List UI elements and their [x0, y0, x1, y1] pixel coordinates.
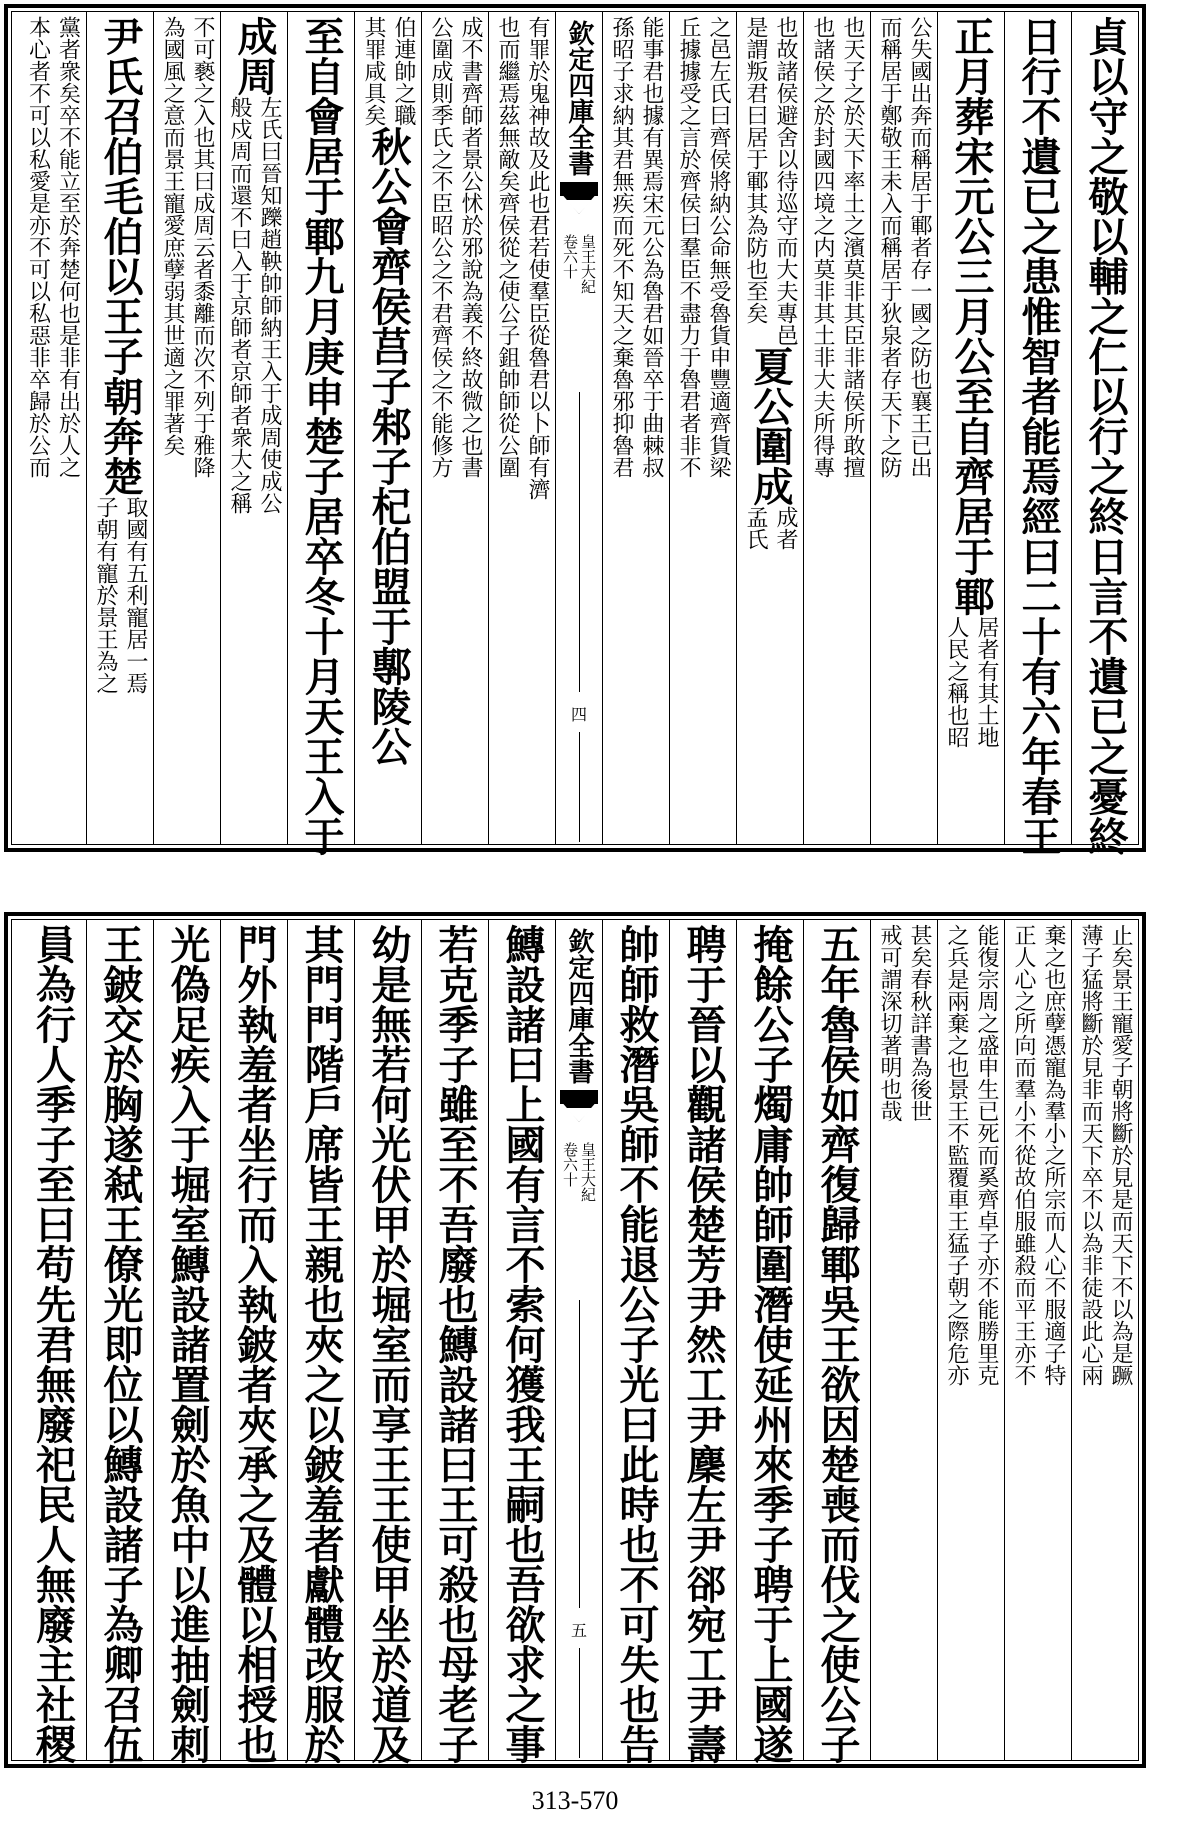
annotation-pair: [492, 16, 552, 500]
text-column: [287, 920, 354, 1764]
column-content: [737, 12, 803, 844]
text-column: [803, 12, 870, 844]
page-reference: 313-570: [531, 1786, 619, 1815]
annotation-line-left: 其罪咸具矣: [361, 16, 386, 126]
annotation-pair: [606, 16, 666, 478]
book-title: 欽定四庫全書: [564, 928, 594, 1084]
text-column: [421, 920, 488, 1764]
chapter-volume: 卷六十: [561, 1142, 579, 1187]
column-content: [871, 920, 937, 1760]
annotation-line-right: 黨者衆矣卒不能立至於奔楚何也是非有出於人之: [55, 16, 81, 478]
text-column: [488, 12, 555, 844]
text-column: [602, 12, 669, 844]
text-column: [220, 920, 287, 1764]
main-text: 聘于晉以觀諸侯楚芳尹然工尹麇左尹郤宛工尹壽: [680, 924, 727, 1764]
text-column: [1071, 12, 1138, 856]
annotation-line-left: 丘據據受之言於齊侯曰羣臣不盡力于魯君者非不: [676, 16, 701, 478]
text-column: [1004, 920, 1071, 1760]
annotation-pair: [90, 496, 150, 694]
center-spine: [555, 920, 602, 1760]
annotation-line-right: 伯連帥之職: [391, 16, 416, 126]
column-content: [1072, 920, 1138, 1760]
annotation-line-left: 公圍成則季氏之不臣昭公之不君齊侯之不能修方: [428, 16, 453, 478]
column-content: [355, 12, 421, 844]
text-column: [153, 12, 220, 844]
text-column: [736, 12, 803, 844]
annotation-line-left: 而稱居于鄭敬王未入而稱居于狄泉者存天下之防: [877, 16, 902, 478]
text-column: [602, 920, 669, 1764]
column-content: [1072, 12, 1138, 856]
annotation-pair: [740, 16, 800, 346]
chapter-label: [562, 1142, 596, 1202]
text-columns: [12, 920, 1138, 1764]
annotation-pair: [673, 16, 733, 478]
annotation-line-right: 之邑左氏曰齊侯將納公命無受魯貨申豐適齊貨梁: [706, 16, 731, 478]
column-content: [871, 12, 937, 844]
annotation-pair: [1008, 924, 1068, 1386]
chapter-label: [562, 234, 596, 294]
annotation-pair: [874, 16, 934, 478]
main-text: 王鈹交於胸遂弒王僚光即位以鱄設諸子為卿召伍: [97, 924, 144, 1764]
annotation-line-right: 取國有五利寵居一焉: [123, 496, 148, 694]
text-column: [1071, 920, 1138, 1760]
annotation-line-right: 成不書齊師者景公怵於邪說為義不終故微之也書: [458, 16, 483, 478]
chapter-volume: 卷六十: [561, 234, 579, 279]
text-column: [669, 12, 736, 844]
annotation-line-left: 為國風之意而景王寵愛庶孽弱其世適之罪著矣: [160, 16, 185, 456]
annotation-line-left: 是謂叛君曰居于鄆其為防也至矣: [743, 16, 768, 324]
annotation-line-right: 甚矣春秋詳書為後世: [907, 924, 932, 1122]
column-content: [804, 920, 870, 1764]
text-column: [19, 12, 86, 844]
text-column: [1004, 12, 1071, 856]
main-text: 其門門階戶席皆王親也夾之以鈹羞者獻體改服於: [298, 924, 345, 1764]
text-column: [421, 12, 488, 844]
text-column: [488, 920, 555, 1764]
column-content: [288, 12, 354, 856]
column-content: [154, 920, 220, 1764]
column-content: [737, 920, 803, 1764]
text-column: [354, 12, 421, 844]
column-content: [422, 920, 488, 1764]
column-content: [489, 920, 555, 1764]
annotation-line-left: 般戍周而還不曰入于京師者京師者衆大之稱: [227, 96, 252, 514]
annotation-line-left: 人民之稱也昭: [944, 616, 969, 748]
page-number: 四: [570, 705, 587, 724]
annotation-line-right: 有罪於鬼神故及此也君若使羣臣從魯君以卜師有濟: [525, 16, 550, 500]
annotation-line-left: 孟氏: [743, 506, 768, 550]
annotation-line-right: 居者有其土地: [974, 616, 999, 748]
column-content: [19, 920, 86, 1764]
column-content: [489, 12, 555, 844]
main-text: 掩餘公子燭庸帥師圍潛使延州來季子聘于上國遂: [747, 924, 794, 1764]
annotation-line-right: 能事君也據有異焉宋元公為魯君如晉卒于曲棘叔: [639, 16, 664, 478]
text-column: [354, 920, 421, 1764]
main-text: 正月葬宋元公三月公至自齊居于鄆: [948, 16, 995, 616]
main-text: 帥師救潛吳師不能退公子光曰此時也不可失也告: [613, 924, 660, 1764]
chapter-name: 皇王大紀: [579, 1142, 597, 1202]
column-content: [19, 12, 86, 844]
fish-tail-mark: [560, 1090, 598, 1130]
column-content: [154, 12, 220, 844]
column-content: [603, 12, 669, 844]
main-text: 幼是無若何光伏甲於堀室而享王王使甲坐於道及: [365, 924, 412, 1764]
text-column: [669, 920, 736, 1764]
annotation-pair: [358, 16, 418, 126]
annotation-line-right: 不可褻之入也其曰成周云者黍離而次不列于雅降: [190, 16, 215, 478]
spine-rule: [579, 1648, 580, 1758]
annotation-pair: [807, 16, 867, 478]
annotation-pair: [740, 506, 800, 550]
main-text: 貞以守之敬以輔之仁以行之終日言不遺已之憂終: [1082, 16, 1129, 856]
annotation-pair: [224, 96, 284, 514]
fish-tail-mark: [560, 182, 598, 222]
text-column: [86, 920, 153, 1764]
column-content: [221, 920, 287, 1764]
text-column: [870, 920, 937, 1760]
annotation-line-left: 孫昭子求納其君無疾而死不知天之棄魯邪抑魯君: [609, 16, 634, 478]
fish-tail-notch: [566, 1108, 592, 1122]
main-text: 員為行人季子至曰苟先君無廢祀民人無廢主社稷: [29, 924, 77, 1764]
spine-rule: [579, 1300, 580, 1608]
chapter-name: 皇王大紀: [579, 234, 597, 294]
column-content: [288, 920, 354, 1764]
text-column: [153, 920, 220, 1764]
spine-rule: [579, 392, 580, 692]
annotation-line-left: 子朝有寵於景王為之: [93, 496, 118, 694]
annotation-line-right: 止矣景王寵愛子朝將斷於見是而天下不以為是蹶: [1108, 924, 1133, 1386]
main-text: 秋公會齊侯莒子邾子杞伯盟于鄟陵公: [365, 126, 412, 766]
annotation-line-right: 成者: [773, 506, 798, 550]
column-content: [938, 920, 1004, 1760]
annotation-line-right: 能復宗周之盛申生已死而奚齊卓子亦不能勝里克: [974, 924, 999, 1386]
annotation-pair: [23, 16, 83, 478]
annotation-pair: [941, 924, 1001, 1386]
text-columns: [12, 12, 1138, 856]
column-content: [422, 12, 488, 844]
fish-tail-notch: [566, 200, 592, 214]
main-text: 日行不遺已之患惟智者能焉經曰二十有六年春王: [1015, 16, 1062, 856]
top-page: [4, 4, 1146, 856]
bottom-page: [4, 912, 1146, 1768]
text-column: [736, 920, 803, 1764]
column-content: [938, 12, 1004, 844]
column-content: [1005, 12, 1071, 856]
column-content: [1005, 920, 1071, 1760]
text-column: [287, 12, 354, 856]
annotation-pair: [941, 616, 1001, 748]
annotation-line-right: 也天子之於天下率土之濱莫非其臣非諸侯所敢擅: [840, 16, 865, 478]
annotation-pair: [874, 924, 934, 1122]
main-text: 鱄設諸曰上國有言不索何獲我王嗣也吾欲求之事: [499, 924, 546, 1764]
annotation-line-right: 棄之也庶孽憑寵為羣小之所宗而人心不服適子特: [1041, 924, 1066, 1386]
center-spine: [555, 12, 602, 844]
text-column: [19, 920, 86, 1764]
column-content: [87, 12, 153, 844]
text-column: [937, 12, 1004, 844]
annotation-line-left: 也而繼焉茲無敵矣齊侯從之使公子鉏帥師從公圍: [495, 16, 520, 478]
main-text: 至自會居于鄆九月庚申楚子居卒冬十月天王入于: [298, 16, 345, 856]
main-text: 成周: [231, 16, 278, 96]
column-content: [804, 12, 870, 844]
text-column: [86, 12, 153, 844]
annotation-line-left: 薄子猛將斷於見非而天下卒不以為非徒設此心兩: [1078, 924, 1103, 1386]
annotation-pair: [1075, 924, 1135, 1386]
main-text: 門外執羞者坐行而入執鈹者夾承之及體以相授也: [231, 924, 278, 1764]
text-column: [870, 12, 937, 844]
annotation-pair: [425, 16, 485, 478]
annotation-line-right: 公失國出奔而稱居于鄆者存一國之防也襄王已出: [907, 16, 932, 478]
main-text: 五年魯侯如齊復歸鄆吳王欲因楚喪而伐之使公子: [814, 924, 861, 1764]
text-column: [220, 12, 287, 844]
annotation-line-left: 戒可謂深切著明也哉: [877, 924, 902, 1122]
annotation-line-right: 也故諸侯避舍以待巡守而大夫專邑: [773, 16, 798, 346]
annotation-pair: [157, 16, 217, 478]
annotation-line-left: 正人心之所向而羣小不從故伯服雖殺而平王亦不: [1011, 924, 1036, 1386]
annotation-line-right: 左氏曰晉知躒趙鞅帥師納王入于成周使成公: [257, 96, 282, 514]
column-content: [221, 12, 287, 844]
column-content: [670, 920, 736, 1764]
column-content: [670, 12, 736, 844]
main-text: 尹氏召伯毛伯以王子朝奔楚: [97, 16, 144, 496]
column-content: [355, 920, 421, 1764]
main-text: 夏公圍成: [747, 346, 794, 506]
page-number: 五: [570, 1621, 587, 1640]
annotation-line-left: 之兵是兩棄之也景王不監覆車王猛子朝之際危亦: [944, 924, 969, 1386]
text-column: [803, 920, 870, 1764]
annotation-line-left: 本心者不可以私愛是亦不可以私惡非卒歸於公而: [25, 16, 51, 478]
main-text: 若克季子雖至不吾廢也鱄設諸曰王可殺也母老子: [432, 924, 479, 1764]
column-content: [87, 920, 153, 1764]
spine-rule: [579, 732, 580, 842]
book-title: 欽定四庫全書: [564, 20, 594, 176]
annotation-line-left: 也諸侯之於封國四境之内莫非其土非大夫所得專: [810, 16, 835, 478]
main-text: 光偽足疾入于堀室鱄設諸置劍於魚中以進抽劍刺: [164, 924, 211, 1764]
column-content: [603, 920, 669, 1764]
text-column: [937, 920, 1004, 1760]
